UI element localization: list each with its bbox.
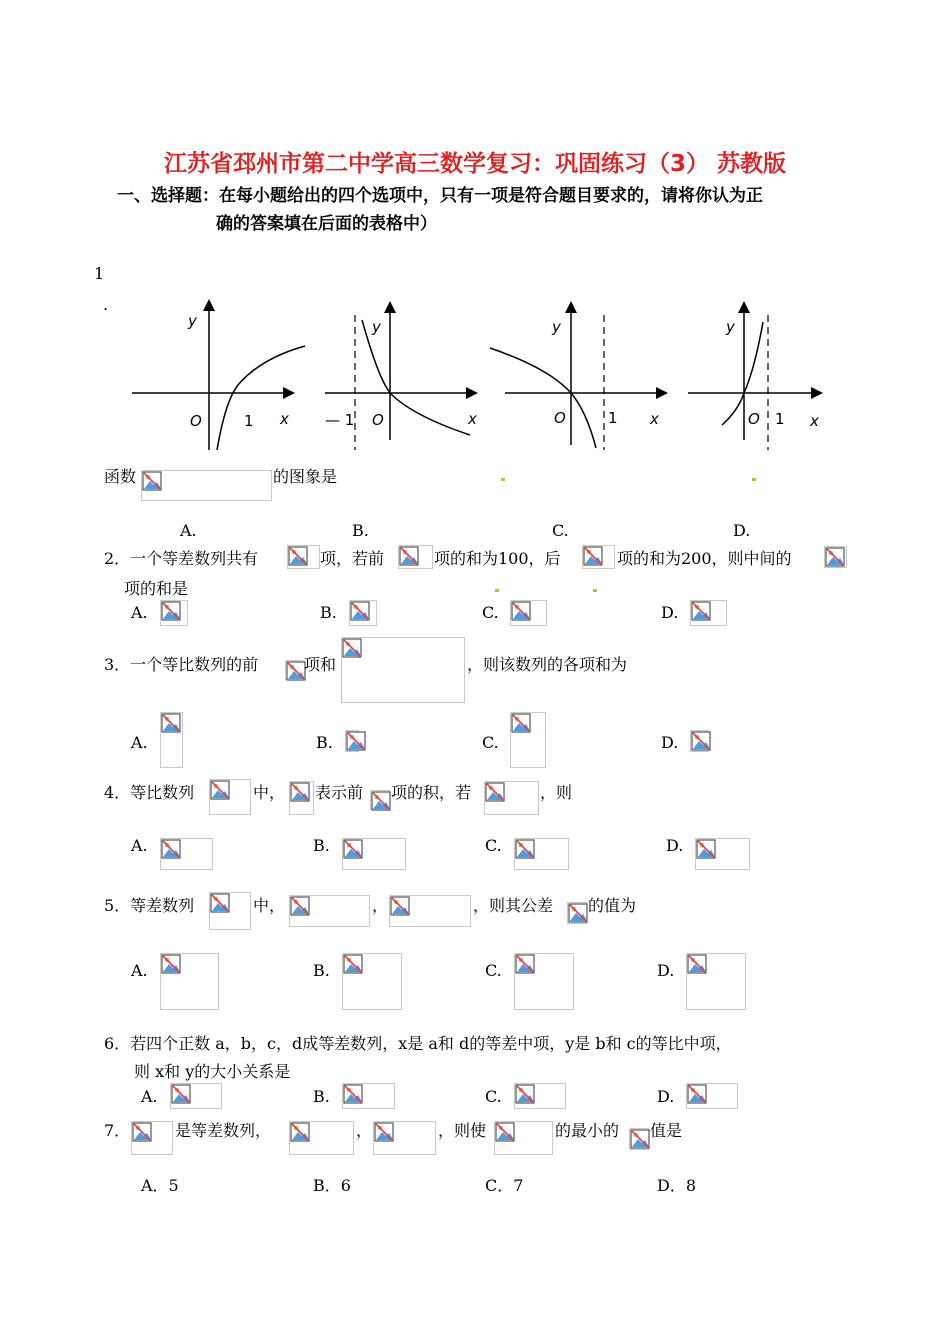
broken-image-icon [161, 954, 181, 974]
q2-text-2: 项，若前 [320, 549, 385, 568]
q2-text-5: 项的和是 [124, 579, 189, 598]
q3-option-c: C. [482, 733, 499, 752]
graph-b-origin-label: O [372, 411, 384, 429]
q3-option-a: A. [131, 733, 148, 752]
formula-image [289, 895, 370, 927]
q2-text-4: 项的和为200，则中间的 [617, 549, 792, 568]
broken-image-icon [825, 547, 845, 567]
formula-image [582, 545, 615, 569]
broken-image-icon [343, 1084, 363, 1104]
formula-image [514, 953, 574, 1010]
q6-option-c: C. [485, 1087, 502, 1106]
formula-image [370, 790, 390, 810]
q5-option-c: C. [485, 961, 502, 980]
broken-image-icon [343, 954, 363, 974]
graph-c-origin-label: O [554, 409, 566, 427]
q2-option-a: A. [131, 603, 148, 622]
broken-image-icon [696, 839, 716, 859]
q1-graphs [120, 290, 840, 460]
formula-image [514, 1083, 566, 1109]
q7-text-5: 的最小的 [555, 1121, 620, 1140]
graph-a-origin-label: O [190, 412, 202, 430]
broken-image-icon [371, 791, 391, 811]
graph-a-y-label: y [188, 312, 197, 330]
formula-image [342, 838, 406, 870]
formula-image [389, 895, 471, 927]
section-heading-line2: 确的答案填在后面的表格中） [216, 214, 437, 234]
broken-image-icon [132, 1122, 152, 1142]
graph-c-y-label: y [552, 318, 561, 336]
formula-image [690, 600, 727, 626]
q7-text-1: 7． [104, 1121, 131, 1140]
q1-option-a: A. [180, 521, 197, 540]
q7-text-4: ，则使 [438, 1121, 487, 1140]
q7-option-a: A．5 [141, 1176, 179, 1195]
q5-text-1: 5．等差数列 [104, 896, 195, 915]
formula-image [160, 838, 213, 870]
q4-text-5: ，则 [540, 783, 573, 802]
broken-image-icon [495, 1122, 515, 1142]
formula-image [373, 1121, 436, 1155]
broken-image-icon [346, 731, 366, 751]
q6-text-2: 则 x和 y的大小关系是 [134, 1062, 291, 1081]
section-heading-line1: 一、选择题：在每小题给出的四个选项中，只有一项是符合题目要求的，请将你认为正 [117, 186, 763, 206]
broken-image-icon [485, 782, 505, 802]
stray-mark [593, 589, 597, 592]
broken-image-icon [374, 1122, 394, 1142]
broken-image-icon [161, 601, 181, 621]
formula-image [342, 1083, 395, 1109]
graph-d-one-label: 1 [775, 410, 785, 428]
broken-image-icon [161, 713, 181, 733]
broken-image-icon [568, 903, 588, 923]
stray-mark [495, 589, 499, 592]
broken-image-icon [171, 1084, 191, 1104]
broken-image-icon [691, 731, 711, 751]
q3-text-2: 项和 [304, 655, 337, 674]
q4-text-1: 4．等比数列 [104, 783, 195, 802]
formula-image [510, 600, 547, 626]
formula-image [141, 470, 272, 501]
broken-image-icon [511, 601, 531, 621]
broken-image-icon [210, 780, 230, 800]
q3-text-1: 3．一个等比数列的前 [104, 655, 259, 674]
q4-text-2: 中， [253, 783, 286, 802]
q2-option-b: B. [320, 603, 337, 622]
broken-image-icon [288, 546, 308, 566]
q6-option-d: D. [657, 1087, 675, 1106]
broken-image-icon [515, 839, 535, 859]
broken-image-icon [290, 782, 310, 802]
graph-b-neg-one-label: — 1 [325, 411, 355, 429]
q5-text-4: ，则其公差 [473, 896, 554, 915]
graph-c-x-label: x [650, 410, 659, 428]
formula-image [510, 712, 546, 768]
broken-image-icon [142, 471, 162, 491]
formula-image [349, 600, 377, 626]
broken-image-icon [290, 896, 310, 916]
q7-text-6: 值是 [650, 1121, 683, 1140]
formula-image [514, 838, 569, 870]
formula-image [285, 660, 303, 680]
broken-image-icon [343, 839, 363, 859]
formula-image [686, 1083, 738, 1109]
q5-text-2: 中， [253, 896, 286, 915]
graph-b [325, 304, 477, 450]
formula-image [567, 902, 587, 924]
q5-text-5: 的值为 [588, 896, 637, 915]
graph-a-one-label: 1 [244, 412, 254, 430]
q7-option-d: D．8 [657, 1176, 697, 1195]
q7-option-b: B．6 [313, 1176, 351, 1195]
q5-option-b: B. [313, 961, 330, 980]
formula-image [160, 712, 183, 768]
broken-image-icon [687, 954, 707, 974]
formula-image [686, 953, 746, 1010]
q6-option-b: B. [313, 1087, 330, 1106]
q3-option-b: B. [316, 733, 333, 752]
formula-image [484, 781, 539, 815]
formula-image [345, 730, 359, 752]
q4-option-b: B. [313, 836, 330, 855]
q1-option-d: D. [733, 521, 751, 540]
formula-image [131, 1121, 173, 1155]
q4-text-4: 项的积，若 [391, 783, 472, 802]
formula-image [160, 953, 219, 1010]
stray-mark [501, 478, 505, 481]
graph-a-x-label: x [280, 410, 289, 428]
formula-image [398, 545, 433, 569]
graph-d-x-label: x [810, 412, 819, 430]
q5-text-3: ， [372, 896, 389, 915]
formula-image [494, 1121, 553, 1155]
broken-image-icon [511, 713, 531, 733]
formula-image [342, 953, 402, 1010]
formula-image [160, 600, 188, 626]
formula-image [824, 546, 847, 568]
q2-option-c: C. [482, 603, 499, 622]
graph-b-x-label: x [468, 410, 477, 428]
graph-d-y-label: y [726, 318, 735, 336]
q6-text-1: 6．若四个正数 a，b，c，d成等差数列，x是 a和 d的等差中项，y是 b和 c的等比中项， [104, 1034, 732, 1053]
q7-option-c: C．7 [485, 1176, 524, 1195]
graph-b-y-label: y [372, 318, 381, 336]
q6-option-a: A. [141, 1087, 158, 1106]
page-title: 江苏省邳州市第二中学高三数学复习：巩固练习（3） 苏教版 [163, 151, 786, 177]
broken-image-icon [583, 546, 603, 566]
graph-d-origin-label: O [748, 410, 760, 428]
formula-image [209, 892, 251, 930]
q5-option-d: D. [657, 961, 675, 980]
formula-image [289, 1121, 354, 1155]
q1-number: 1 [94, 264, 105, 283]
formula-image [341, 637, 465, 703]
broken-image-icon [687, 1084, 707, 1104]
broken-image-icon [515, 1084, 535, 1104]
broken-image-icon [210, 893, 230, 913]
broken-image-icon [342, 638, 362, 658]
q1-post: 的图象是 [273, 467, 338, 486]
formula-image [690, 730, 709, 752]
graph-c [490, 304, 665, 450]
broken-image-icon [286, 661, 306, 681]
graph-c-one-label: 1 [608, 409, 618, 427]
q3-option-d: D. [661, 733, 679, 752]
q2-option-d: D. [661, 603, 679, 622]
q4-option-d: D. [666, 836, 684, 855]
broken-image-icon [691, 601, 711, 621]
formula-image [695, 838, 750, 870]
q2-text-3: 项的和为100，后 [434, 549, 561, 568]
q1-pre: 函数 [104, 467, 137, 486]
graph-a [132, 302, 305, 450]
broken-image-icon [161, 839, 181, 859]
formula-image [209, 779, 251, 815]
broken-image-icon [630, 1129, 650, 1149]
q1-option-b: B. [352, 521, 369, 540]
formula-image [289, 781, 314, 815]
q7-text-2: 是等差数列， [175, 1121, 272, 1140]
broken-image-icon [390, 896, 410, 916]
formula-image [170, 1083, 222, 1109]
q3-text-3: ，则该数列的各项和为 [467, 655, 628, 674]
q2-text-1: 2．一个等差数列共有 [104, 549, 259, 568]
q7-text-3: ， [356, 1121, 373, 1140]
broken-image-icon [350, 601, 370, 621]
q1-dot: . [103, 295, 109, 314]
q4-text-3: 表示前 [315, 783, 364, 802]
q1-option-c: C. [552, 521, 569, 540]
q5-option-a: A. [131, 961, 148, 980]
q4-option-a: A. [131, 836, 148, 855]
formula-image [287, 545, 320, 569]
broken-image-icon [399, 546, 419, 566]
formula-image [629, 1128, 649, 1150]
broken-image-icon [515, 954, 535, 974]
q4-option-c: C. [485, 836, 502, 855]
broken-image-icon [290, 1122, 310, 1142]
stray-mark [752, 478, 756, 481]
graph-d [688, 304, 820, 450]
